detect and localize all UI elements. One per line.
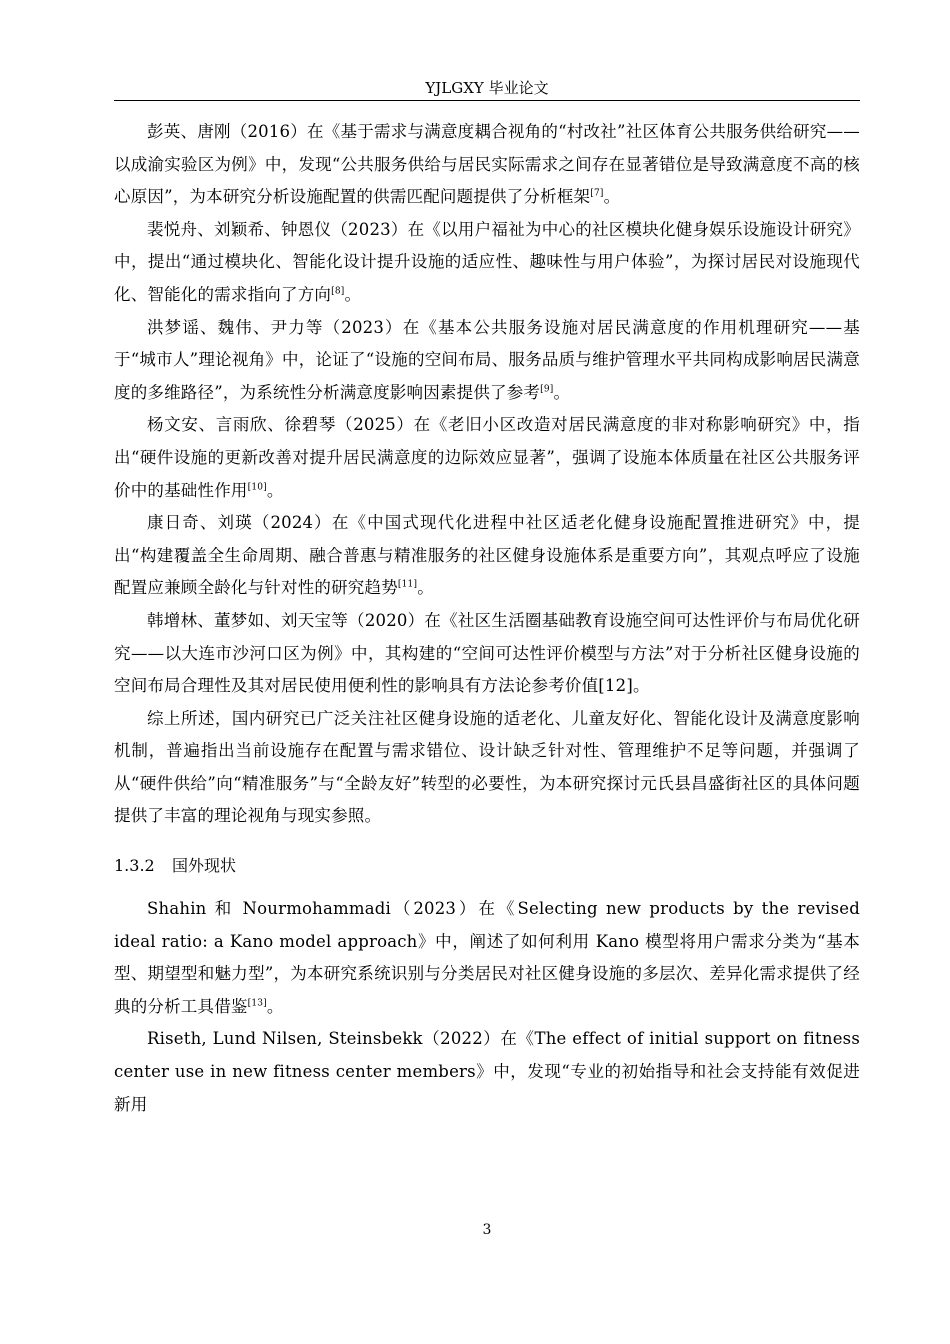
paragraph-text: 韩增林、董梦如、刘天宝等（2020）在《社区生活圈基础教育设施空间可达性评价与布局优化研究——以大连市沙河口区为例》中，其构建的“空间可达性评价模型与方法”对于分析社区健身设施的空间布局合理性及其对居民使用便利性的影响具有方法论参考价值[12]。	[114, 610, 860, 696]
paragraph-text: 洪梦谣、魏伟、尹力等（2023）在《基本公共服务设施对居民满意度的作用机理研究——基于“城市人”理论视角》中，论证了“设施的空间布局、服务品质与维护管理水平共同构成影响居民满意度的多维路径”，为系统性分析满意度影响因素提供了参考	[114, 317, 860, 402]
body-content	[114, 116, 860, 1121]
paragraph	[114, 893, 860, 1023]
citation-ref: [10]	[247, 482, 267, 493]
paragraph	[114, 605, 860, 703]
page-number: 3	[482, 1222, 492, 1238]
section-number: 1.3.2	[114, 856, 155, 876]
section-title: 国外现状	[172, 856, 237, 876]
paragraph-end: 。	[266, 480, 284, 500]
paragraph	[114, 409, 860, 507]
paragraph	[114, 312, 860, 410]
paragraph-end: 。	[603, 187, 621, 207]
citation-ref: [7]	[590, 188, 604, 199]
paragraph	[114, 1023, 860, 1121]
paragraph-text: Riseth, Lund Nilsen, Steinsbekk（2022）在《The effect of initial support on fitness center use in new fitness center members》中，发现“专业的初始指导和社会支持能有效促进新用	[114, 1029, 860, 1114]
citation-ref: [8]	[331, 286, 345, 297]
paragraph-text: 裴悦舟、刘颖希、钟恩仪（2023）在《以用户福祉为中心的社区模块化健身娱乐设施设计研究》中，提出“通过模块化、智能化设计提升设施的适应性、趣味性与用户体验”，为探讨居民对设施现代化、智能化的需求指向了方向	[114, 219, 860, 304]
running-header: YJLGXY 毕业论文	[425, 79, 549, 97]
paragraph-end: 。	[553, 382, 571, 402]
paragraph	[114, 703, 860, 833]
paragraph-end: 。	[344, 284, 362, 304]
paragraph-end: 。	[417, 578, 434, 598]
paragraph	[114, 116, 860, 214]
paragraph-text: 综上所述，国内研究已广泛关注社区健身设施的适老化、儿童友好化、智能化设计及满意度影响机制，普遍指出当前设施存在配置与需求错位、设计缺乏针对性、管理维护不足等问题，并强调了从“硬件供给”向“精准服务”与“全龄友好”转型的必要性，为本研究探讨元氏县昌盛街社区的具体问题提供了丰富的理论视角与现实参照。	[114, 708, 860, 826]
paragraph-text: 康日奇、刘瑛（2024）在《中国式现代化进程中社区适老化健身设施配置推进研究》中，提出“构建覆盖全生命周期、融合普惠与精准服务的社区健身设施体系是重要方向”，其观点呼应了设施配置应兼顾全龄化与针对性的研究趋势	[114, 513, 860, 598]
paragraph-text: Shahin 和 Nourmohammadi（2023）在《Selecting new products by the revised ideal ratio: a Kano model approach》中，阐述了如何利用 Kano 模型将用户需求分类为“基本型、期望型和魅力型”，为本研究系统识别与分类居民对社区健身设施的多层次、差异化需求提供了经典的分析工具借鉴	[114, 899, 860, 1016]
citation-ref: [11]	[397, 579, 418, 590]
paragraph-text: 彭英、唐刚（2016）在《基于需求与满意度耦合视角的“村改社”社区体育公共服务供给研究——以成渝实验区为例》中，发现“公共服务供给与居民实际需求之间存在显著错位是导致满意度不高的核心原因”，为本研究分析设施配置的供需匹配问题提供了分析框架	[114, 122, 860, 207]
paragraph-end: 。	[266, 996, 284, 1016]
citation-ref: [9]	[540, 384, 554, 395]
paragraph	[114, 507, 860, 605]
paragraph	[114, 214, 860, 312]
header-rule	[114, 100, 860, 101]
paragraph-text: 杨文安、言雨欣、徐碧琴（2025）在《老旧小区改造对居民满意度的非对称影响研究》中，指出“硬件设施的更新改善对提升居民满意度的边际效应显著”，强调了设施本体质量在社区公共服务评价中的基础性作用	[114, 415, 860, 500]
citation-ref: [13]	[247, 998, 267, 1009]
section-heading	[114, 851, 860, 881]
